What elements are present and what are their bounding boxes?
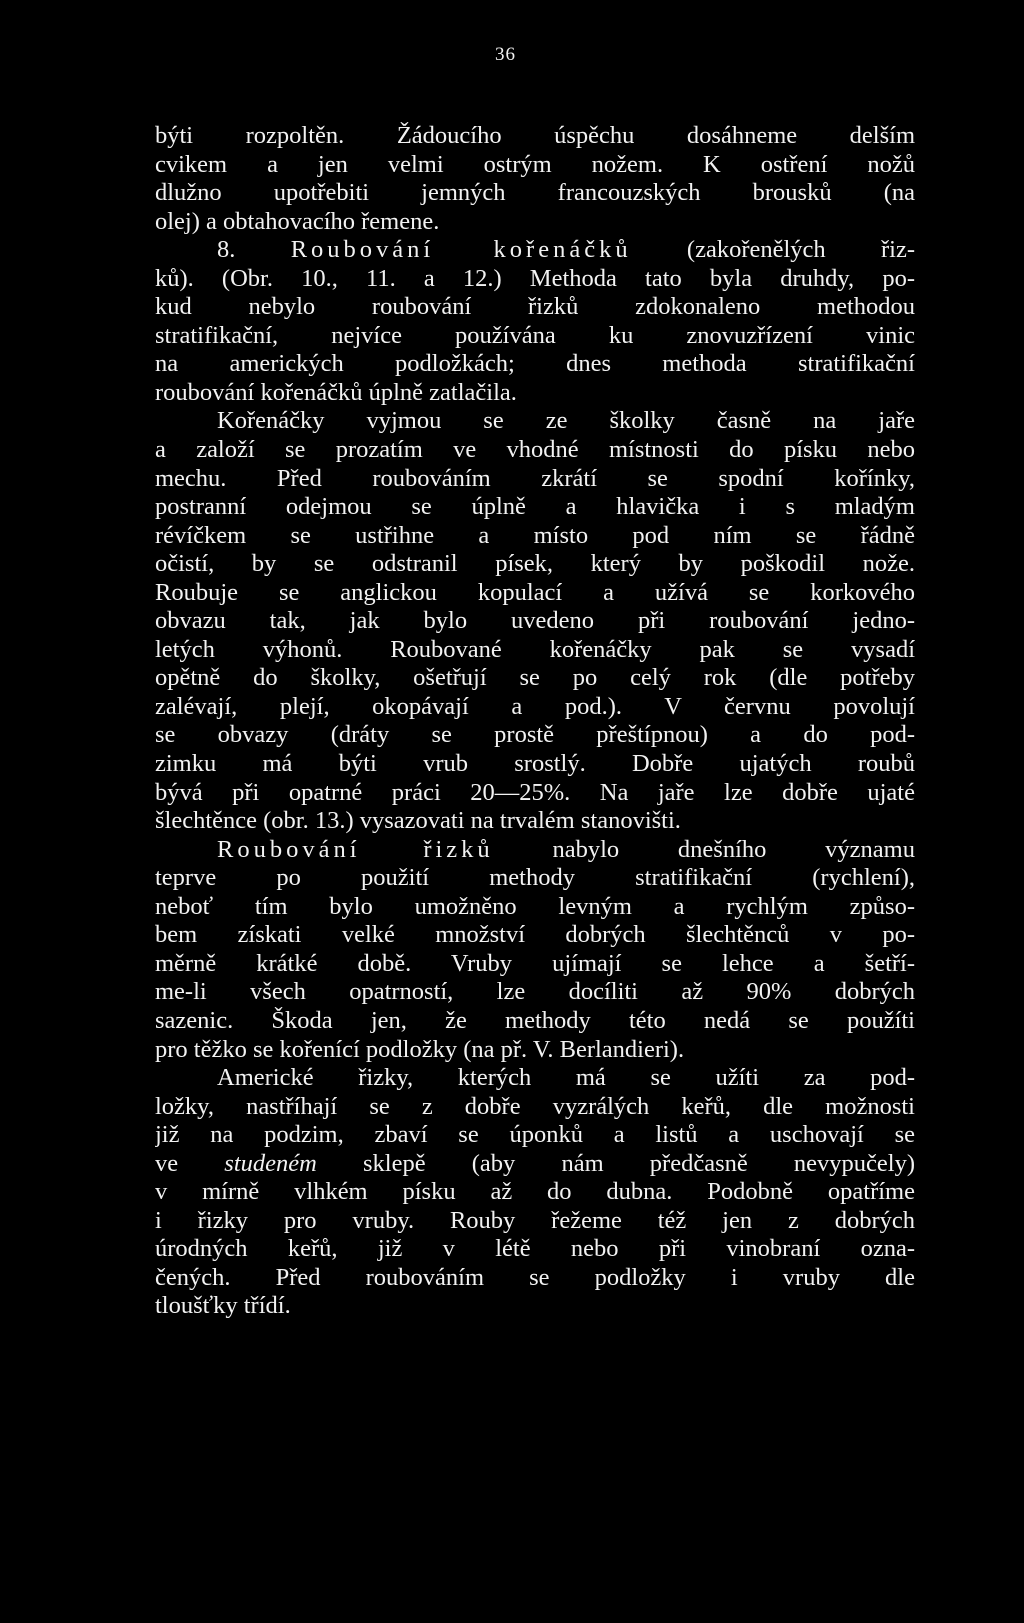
text-line: zimku má býti vrub srostlý. Dobře ujatých roubů	[155, 750, 915, 778]
text-line: úrodných keřů, již v létě nebo při vinobraní ozna-	[155, 1235, 915, 1263]
text-line: očistí, by se odstranil písek, který by poškodil nože.	[155, 550, 915, 578]
text-line: Roubuje se anglickou kopulací a užívá se korkového	[155, 578, 915, 606]
text-line: roubování kořenáčků úplně zatlačila.	[155, 378, 517, 406]
italic-emphasis-line	[155, 1150, 915, 1179]
text-line: zalévají, plejí, okopávají a pod.). V červnu povolují	[155, 692, 915, 720]
text-line: čených. Před roubováním se podložky i vruby dle	[155, 1263, 915, 1291]
text-line: a založí se prozatím ve vhodné místnosti do písku nebo	[155, 436, 915, 464]
section-title-spaced: Roubování řizků	[217, 835, 494, 863]
text-line: teprve po použití methody stratifikační (rychlení),	[155, 864, 915, 892]
text-line: bem získati velké množství dobrých šlechtěnců v po-	[155, 921, 915, 949]
text-line: obvazu tak, jak bylo uvedeno při roubování jedno-	[155, 607, 915, 635]
section-title-rest: nabylo dnešního významu	[493, 835, 915, 863]
text-line: Americké řizky, kterých má se užíti za pod-	[217, 1064, 915, 1092]
text-line: tloušťky třídí.	[155, 1292, 291, 1320]
text-line: šlechtěnce (obr. 13.) vysazovati na trvalém stanovišti.	[155, 807, 681, 835]
text-line: již na podzim, zbaví se úponků a listů a uschovají se	[155, 1121, 915, 1149]
text-line: stratifikační, nejvíce používána ku znovuzřízení vinic	[155, 321, 915, 349]
section-heading-line	[155, 236, 915, 265]
text-line: bývá při opatrné práci 20—25%. Na jaře lze dobře ujaté	[155, 778, 915, 806]
text-line: se obvazy (dráty se prostě přeštípnou) a do pod-	[155, 721, 915, 749]
line-rest: sklepě (aby nám předčasně nevypučely)	[316, 1149, 915, 1177]
text-line: sazenic. Škoda jen, že methody této nedá se použíti	[155, 1006, 915, 1034]
text-line: postranní odejmou se úplně a hlavička i s mladým	[155, 493, 915, 521]
text-line: cvikem a jen velmi ostrým nožem. K ostření nožů	[155, 150, 915, 178]
text-line: dlužno upotřebiti jemných francouzských brousků (na	[155, 179, 915, 207]
text-line: pro těžko se kořenící podložky (na př. V. Berlandieri).	[155, 1035, 685, 1063]
section-title-rest: (zakořenělých řiz-	[631, 236, 915, 264]
text-line: měrně krátké době. Vruby ujímají se lehce a šetří-	[155, 949, 915, 977]
text-line: me-li všech opatrností, lze docíliti až 90% dobrých	[155, 978, 915, 1006]
italic-word: studeném	[224, 1149, 317, 1177]
text-line: olej) a obtahovacího řemene.	[155, 207, 440, 235]
text-line: býti rozpoltěn. Žádoucího úspěchu dosáhneme delším	[155, 122, 915, 149]
text-line: ložky, nastříhají se z dobře vyzrálých keřů, dle možnosti	[155, 1092, 915, 1120]
section-title-spaced: Roubování kořenáčků	[290, 236, 632, 264]
text-line: v mírně vlhkém písku až do dubna. Podobně opatříme	[155, 1178, 915, 1206]
text-line: ků). (Obr. 10., 11. a 12.) Methoda tato byla druhdy, po-	[155, 264, 915, 292]
body-text	[155, 122, 915, 1321]
text-line: opětně do školky, ošetřují se po celý rok (dle potřeby	[155, 664, 915, 692]
text-line: révíčkem se ustřihne a místo pod ním se řádně	[155, 521, 915, 549]
section-number: 8.	[217, 236, 291, 264]
text-line: mechu. Před roubováním zkrátí se spodní kořínky,	[155, 464, 915, 492]
text-line: Kořenáčky vyjmou se ze školky časně na jaře	[217, 407, 915, 435]
line-start: ve	[155, 1149, 225, 1177]
page-number: 36	[495, 44, 516, 65]
text-line: na amerických podložkách; dnes methoda stratifikační	[155, 350, 915, 378]
text-line: kud nebylo roubování řizků zdokonaleno methodou	[155, 293, 915, 321]
text-line: i řizky pro vruby. Rouby řežeme též jen z dobrých	[155, 1206, 915, 1234]
section-heading-line	[155, 836, 915, 865]
text-line: letých výhonů. Roubované kořenáčky pak se vysadí	[155, 635, 915, 663]
text-line: neboť tím bylo umožněno levným a rychlým způso-	[155, 892, 915, 920]
